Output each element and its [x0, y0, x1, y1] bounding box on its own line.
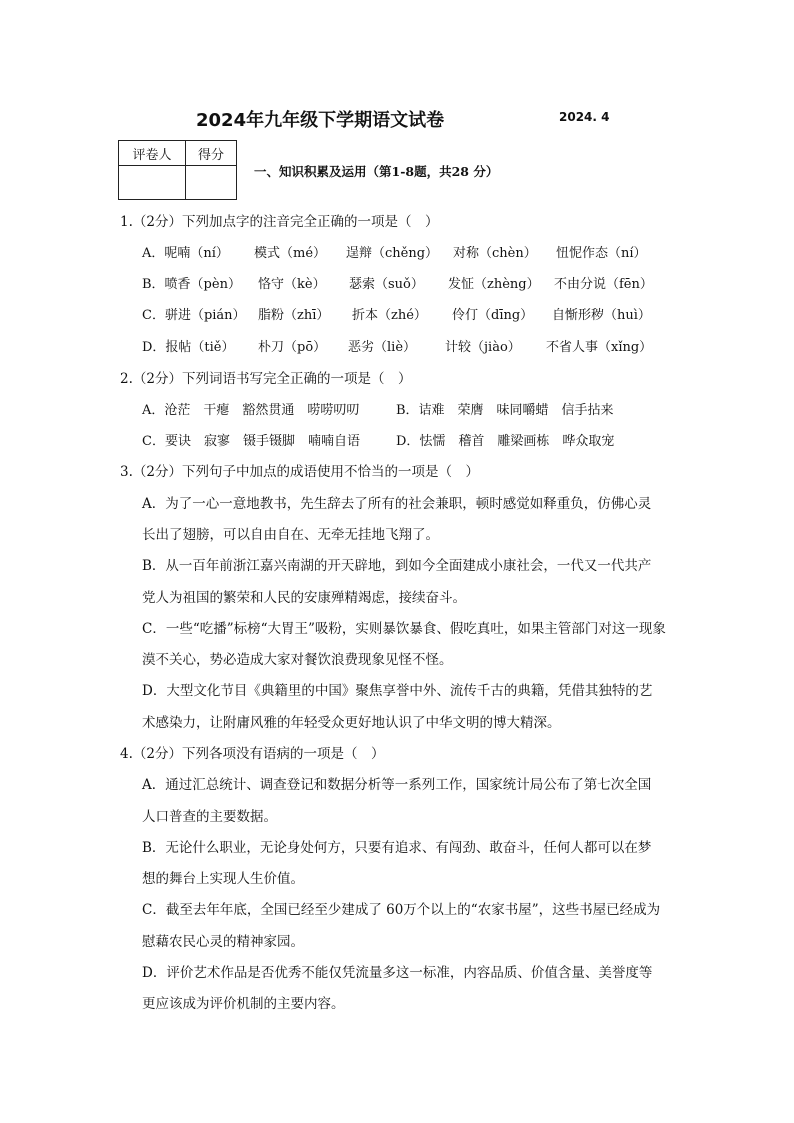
q3-option-b-line-2: 党人为祖国的繁荣和人民的安康殚精竭虑，接续奋斗。	[142, 590, 466, 606]
q1-option-b-1: B．喷香（pèn）	[142, 277, 241, 292]
q2-option-d: D．怯懦 稽首 雕梁画栋 哗众取宠	[396, 434, 615, 449]
q1-option-d-3: 恶劣（liè）	[348, 340, 417, 355]
q1-option-b-4: 发怔（zhèng）	[448, 277, 540, 292]
q1-option-a-1: A．呢喃（ní）	[142, 246, 229, 261]
q3-option-c-line-2: 漠不关心，势必造成大家对餐饮浪费现象见怪不怪。	[142, 652, 453, 668]
q1-option-a-3: 逞辩（chěng）	[346, 246, 439, 261]
q1-option-c-4: 伶仃（dīng）	[452, 308, 534, 323]
q1-option-c-3: 折本（zhé）	[352, 308, 427, 323]
q3-option-a-line-1: A．为了一心一意地教书，先生辞去了所有的社会兼职，顿时感觉如释重负，仿佛心灵	[142, 496, 652, 512]
question-3-stem: 3.（2分）下列句子中加点的成语使用不恰当的一项是（ ）	[120, 464, 479, 480]
q4-option-b-line-2: 想的舞台上实现人生价值。	[142, 871, 304, 887]
q3-option-a-line-2: 长出了翅膀，可以自由自在、无牵无挂地飞翔了。	[142, 527, 439, 543]
q1-option-d-5: 不省人事（xǐng）	[546, 340, 653, 355]
q4-option-c-line-2: 慰藉农民心灵的精神家园。	[142, 934, 304, 950]
q1-option-b-2: 恪守（kè）	[258, 277, 326, 292]
q2-option-a: A．沧茫 干瘪 豁然贯通 唠唠叨叨	[142, 403, 360, 418]
q4-option-b-line-1: B．无论什么职业，无论身处何方，只要有追求、有闯劲、敢奋斗，任何人都可以在梦	[142, 840, 652, 856]
q4-option-d-line-1: D．评价艺术作品是否优秀不能仅凭流量多这一标准，内容品质、价值含量、美誉度等	[142, 965, 653, 981]
q1-option-a-4: 对称（chèn）	[453, 246, 537, 261]
question-4-stem: 4.（2分）下列各项没有语病的一项是（ ）	[120, 746, 385, 762]
q1-option-d-2: 朴刀（pō）	[258, 340, 327, 355]
q4-option-a-line-1: A．通过汇总统计、调查登记和数据分析等一系列工作，国家统计局公布了第七次全国	[142, 777, 652, 793]
score-header: 得分	[186, 141, 237, 166]
q1-option-c-5: 自惭形秽（huì）	[552, 308, 651, 323]
exam-title: 2024年九年级下学期语文试卷	[196, 110, 445, 131]
q1-option-b-5: 不由分说（fēn）	[554, 277, 653, 292]
q1-option-d-4: 计较（jiào）	[445, 340, 521, 355]
grader-cell	[119, 166, 186, 200]
q3-option-d-line-2: 术感染力，让附庸风雅的年轻受众更好地认识了中华文明的博大精深。	[142, 715, 561, 731]
q1-option-b-3: 瑟索（suǒ）	[349, 277, 424, 292]
q3-option-b-line-1: B．从一百年前浙江嘉兴南湖的开天辟地，到如今全面建成小康社会，一代又一代共产	[142, 558, 652, 574]
q4-option-c-line-1: C．截至去年年底，全国已经至少建成了 60万个以上的“农家书屋”，这些书屋已经成为	[142, 902, 661, 918]
q3-option-d-line-1: D．大型文化节目《典籍里的中国》聚焦享誉中外、流传千古的典籍，凭借其独特的艺	[142, 683, 653, 699]
q1-option-d-1: D．报帖（tiě）	[142, 340, 235, 355]
q4-option-a-line-2: 人口普查的主要数据。	[142, 809, 277, 825]
q1-option-a-5: 忸怩作态（ní）	[556, 246, 647, 261]
q1-option-c-1: C．骈进（pián）	[142, 308, 246, 323]
score-cell	[186, 166, 237, 200]
q4-option-d-line-2: 更应该成为评价机制的主要内容。	[142, 996, 345, 1012]
score-table	[118, 140, 237, 200]
grader-header: 评卷人	[119, 141, 186, 166]
question-1-stem: 1.（2分）下列加点字的注音完全正确的一项是（ ）	[120, 214, 439, 230]
question-2-stem: 2.（2分）下列词语书写完全正确的一项是（ ）	[120, 371, 412, 387]
exam-date: 2024. 4	[559, 110, 610, 124]
q2-option-b: B．诘难 荣膺 味同嚼蜡 信手拈来	[396, 403, 614, 418]
q2-option-c: C．要诀 寂寥 镊手镊脚 喃喃自语	[142, 434, 360, 449]
q1-option-a-2: 模式（mé）	[254, 246, 327, 261]
q3-option-c-line-1: C．一些“吃播”标榜“大胃王”吸粉，实则暴饮暴食、假吃真吐，如果主管部门对这一现象	[142, 621, 666, 637]
section-title: 一、知识积累及运用（第1-8题，共28 分）	[254, 164, 499, 179]
q1-option-c-2: 脂粉（zhī）	[258, 308, 330, 323]
